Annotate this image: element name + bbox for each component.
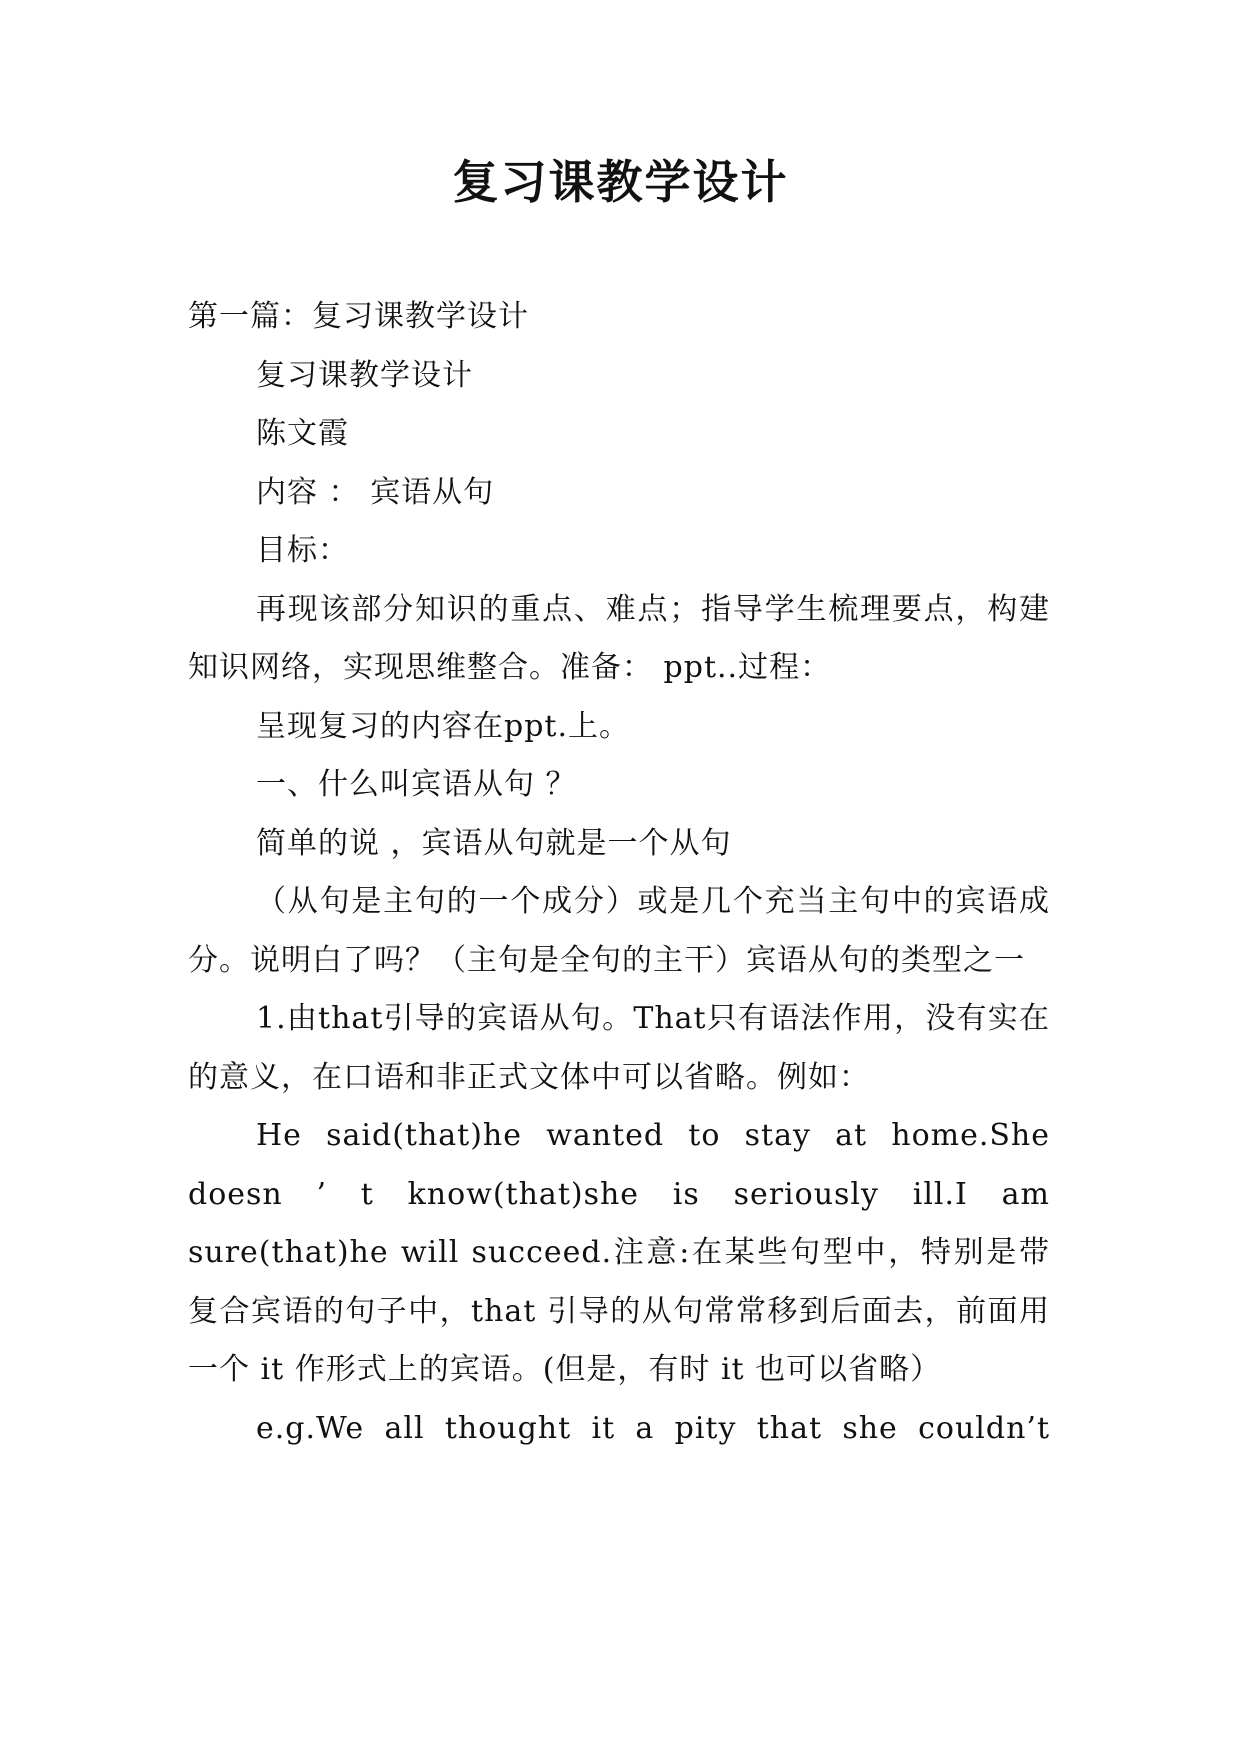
example-sentence: e.g.We all thought it a pity that she couldn’t xyxy=(256,1410,1050,1446)
goal-heading: 目标： xyxy=(256,533,349,568)
definition-line: 简单的说 ，宾语从句就是一个从句 xyxy=(256,825,732,861)
definition-paragraph: （从句是主句的一个成分）或是几个充当主句中的宾语成分。说明白了吗？（主句是全句的主干）宾语从句的类型之一 xyxy=(188,884,1050,978)
presentation-line: 呈现复习的内容在ppt.上。 xyxy=(256,708,630,744)
section-heading: 第一篇：复习课教学设计 xyxy=(188,299,529,334)
author-name: 陈文霞 xyxy=(256,416,349,451)
question-heading: 一、什么叫宾语从句 ？ xyxy=(256,767,577,802)
document-body xyxy=(188,288,1050,1458)
example-paragraph: He said(that)he wanted to stay at home.She doesn ’ t know(that)she is seriously ill.I am sure(that)he will succeed.注意:在某些句型中，特别是带复合宾语的句子中，that 引导的从句常常移到后面去，前面用一个 it 作形式上的宾语。(但是，有时 it 也可以省略） xyxy=(188,1118,1050,1387)
subtitle: 复习课教学设计 xyxy=(256,357,473,393)
goal-paragraph: 再现该部分知识的重点、难点；指导学生梳理要点，构建知识网络，实现思维整合。准备： ppt..过程： xyxy=(188,591,1050,685)
content-line: 内容 ： 宾语从句 xyxy=(256,474,495,510)
document-title: 复习课教学设计 xyxy=(452,155,789,209)
type-one-paragraph: 1.由that引导的宾语从句。That只有语法作用，没有实在的意义，在口语和非正式文体中可以省略。例如： xyxy=(188,1001,1050,1095)
